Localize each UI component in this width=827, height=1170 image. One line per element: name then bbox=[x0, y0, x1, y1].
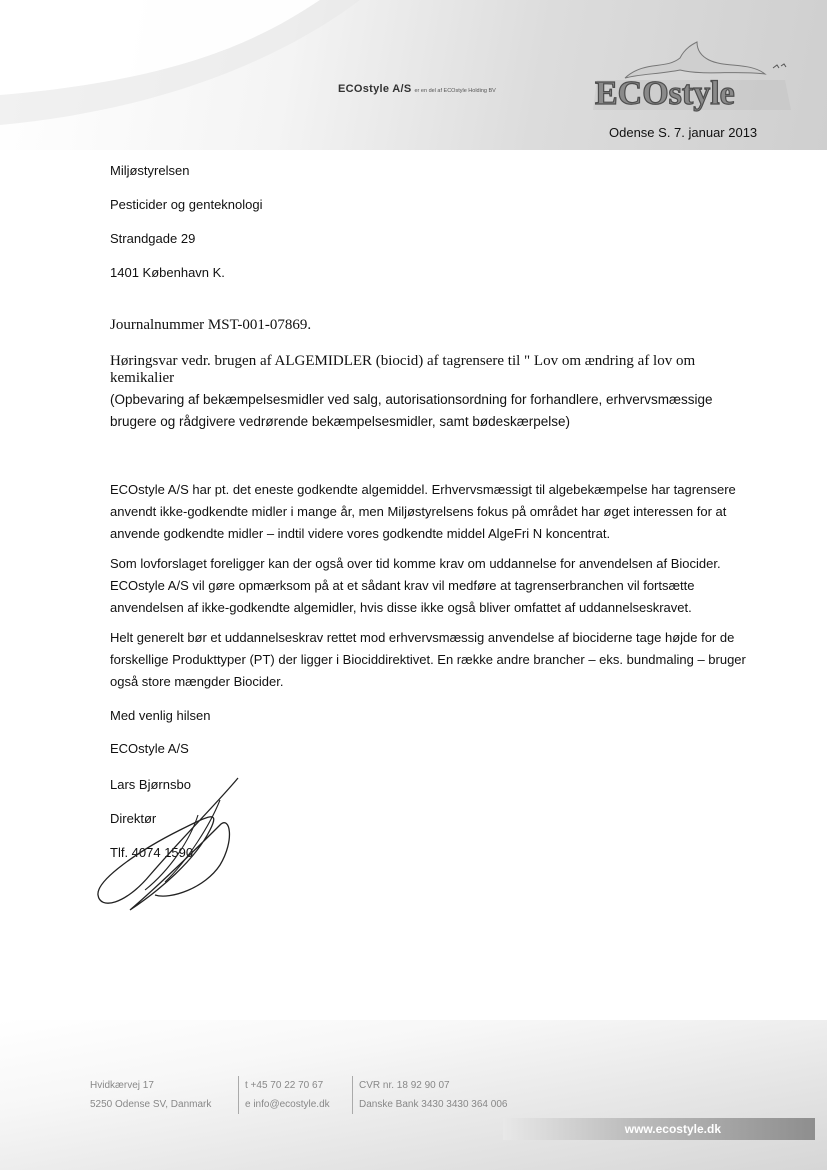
svg-text:ECOstyle: ECOstyle bbox=[595, 75, 735, 112]
signer-title: Direktør bbox=[110, 811, 157, 826]
website-bar bbox=[503, 1118, 815, 1140]
footer-bank: Danske Bank 3430 3430 364 006 bbox=[359, 1099, 508, 1110]
letter-date: Odense S. 7. januar 2013 bbox=[609, 125, 758, 140]
footer-email[interactable]: e info@ecostyle.dk bbox=[245, 1099, 330, 1110]
website-link[interactable]: www.ecostyle.dk bbox=[624, 1122, 721, 1136]
footer-phone: t +45 70 22 70 67 bbox=[245, 1080, 324, 1091]
footer-contact bbox=[238, 1076, 330, 1114]
company-name: ECOstyle A/S bbox=[338, 83, 412, 95]
handwritten-signature bbox=[70, 770, 260, 920]
recipient-line-4: 1401 København K. bbox=[110, 265, 225, 280]
footer-address bbox=[90, 1076, 211, 1114]
closing-company: ECOstyle A/S bbox=[110, 741, 189, 756]
journal-number: Journalnummer MST-001-07869. bbox=[110, 317, 312, 333]
footer-cvr: CVR nr. 18 92 90 07 bbox=[359, 1080, 450, 1091]
signer-name: Lars Bjørnsbo bbox=[110, 777, 191, 792]
company-subline: er en del af ECOstyle Holding BV bbox=[414, 88, 496, 94]
subject-note: (Opbevaring af bekæmpelsesmidler ved salg, autorisationsordning for forhandlere, erhvervsmæssige brugere og rådgivere vedrørende bekæmpelsesmidler, samt bødeskærpelse) bbox=[110, 392, 713, 429]
body-paragraph-3: Helt generelt bør et uddannelseskrav rettet mod erhvervsmæssig anvendelse af biociderne tage højde for de forskellige Produkttyper (PT) der ligger i Biociddirektivet. En række andre brancher – eks. bundmaling – bruger også store mængder Biocider. bbox=[110, 630, 746, 689]
body-paragraph-2: Som lovforslaget foreligger kan der også over tid komme krav om uddannelse for anvendelsen af Biocider. ECOstyle A/S vil gøre opmærksom på at et sådant krav vil medføre at tagrenserbranchen vil fortsætte anvendelsen af ikke-godkendte algemidler, hvis disse ikke også bliver omfattet af uddannelseskravet. bbox=[110, 556, 721, 615]
recipient-line-1: Miljøstyrelsen bbox=[110, 163, 190, 178]
recipient-line-2: Pesticider og genteknologi bbox=[110, 197, 263, 212]
signer-phone: Tlf. 4074 1590 bbox=[110, 845, 194, 860]
footer-address-line-1: Hvidkærvej 17 bbox=[90, 1080, 154, 1091]
footer-address-line-2: 5250 Odense SV, Danmark bbox=[90, 1099, 212, 1110]
company-line bbox=[338, 83, 496, 95]
subject-line: Høringsvar vedr. brugen af ALGEMIDLER (biocid) af tagrensere til " Lov om ændring af lov om kemikalier bbox=[110, 353, 696, 386]
recipient-line-3: Strandgade 29 bbox=[110, 231, 196, 246]
ecostyle-logo bbox=[585, 40, 800, 112]
closing-greeting: Med venlig hilsen bbox=[110, 708, 211, 723]
footer-company-info bbox=[352, 1076, 507, 1114]
body-paragraph-1: ECOstyle A/S har pt. det eneste godkendte algemiddel. Erhvervsmæssigt til algebekæmpelse har tagrensere anvendt ikke-godkendte midler i mange år, men Miljøstyrelsens fokus på området har øget interessen for at anvende godkendte midler – indtil videre vores godkendte middel AlgeFri N koncentrat. bbox=[110, 482, 736, 541]
